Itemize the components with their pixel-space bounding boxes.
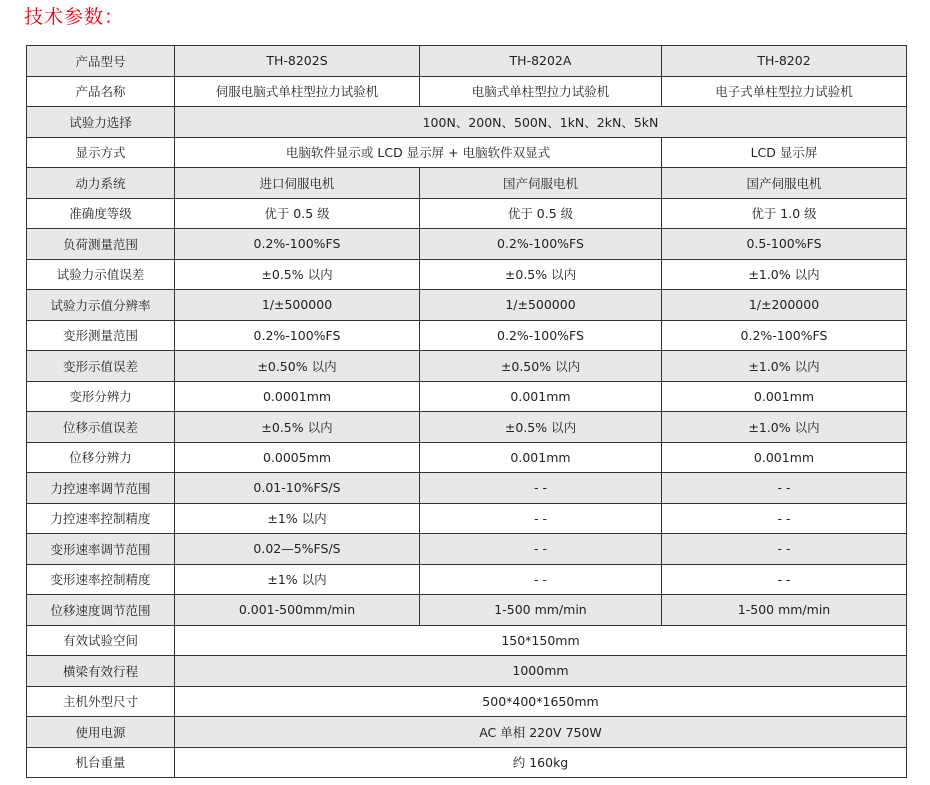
table-cell: ±1.0% 以内: [662, 351, 907, 382]
table-cell: 0.2%-100%FS: [175, 229, 420, 260]
table-cell: ±1% 以内: [175, 564, 420, 595]
table-row: [27, 503, 907, 534]
table-cell: - -: [662, 564, 907, 595]
table-row: [27, 625, 907, 656]
row-label: 变形示值误差: [27, 351, 175, 382]
table-cell: 0.2%-100%FS: [175, 320, 420, 351]
table-row: [27, 107, 907, 138]
table-cell: ±0.50% 以内: [175, 351, 420, 382]
table-row: [27, 747, 907, 778]
table-cell: 0.001mm: [420, 381, 662, 412]
table-cell: - -: [420, 534, 662, 565]
table-row: [27, 686, 907, 717]
table-row: [27, 351, 907, 382]
table-cell: 优于 0.5 级: [175, 198, 420, 229]
table-cell: ±0.5% 以内: [420, 412, 662, 443]
table-cell: 0.02—5%FS/S: [175, 534, 420, 565]
table-row: [27, 76, 907, 107]
row-label: 主机外型尺寸: [27, 686, 175, 717]
row-label: 变形速率控制精度: [27, 564, 175, 595]
table-cell: 电脑式单柱型拉力试验机: [420, 76, 662, 107]
table-cell: TH-8202: [662, 46, 907, 77]
table-cell: 0.001mm: [662, 381, 907, 412]
table-cell: TH-8202A: [420, 46, 662, 77]
table-cell: 150*150mm: [175, 625, 907, 656]
table-cell: TH-8202S: [175, 46, 420, 77]
table-cell: 国产伺服电机: [420, 168, 662, 199]
table-cell: 国产伺服电机: [662, 168, 907, 199]
table-cell: 约 160kg: [175, 747, 907, 778]
table-cell: - -: [662, 503, 907, 534]
table-row: [27, 137, 907, 168]
table-row: [27, 595, 907, 626]
table-cell: 1/±200000: [662, 290, 907, 321]
table-cell: 优于 0.5 级: [420, 198, 662, 229]
table-cell: - -: [420, 564, 662, 595]
table-cell: - -: [420, 503, 662, 534]
table-cell: ±0.5% 以内: [175, 259, 420, 290]
row-label: 位移示值误差: [27, 412, 175, 443]
table-cell: 0.2%-100%FS: [420, 229, 662, 260]
page-title: 技术参数：: [24, 6, 125, 28]
row-label: 试验力选择: [27, 107, 175, 138]
table-cell: 0.001mm: [420, 442, 662, 473]
table-cell: 0.2%-100%FS: [662, 320, 907, 351]
table-cell: 伺服电脑式单柱型拉力试验机: [175, 76, 420, 107]
table-cell: 优于 1.0 级: [662, 198, 907, 229]
row-label: 变形速率调节范围: [27, 534, 175, 565]
table-cell: 1/±500000: [175, 290, 420, 321]
row-label: 产品型号: [27, 46, 175, 77]
table-cell: 进口伺服电机: [175, 168, 420, 199]
table-cell: ±0.5% 以内: [420, 259, 662, 290]
table-row: [27, 534, 907, 565]
row-label: 力控速率调节范围: [27, 473, 175, 504]
table-cell: ±0.5% 以内: [175, 412, 420, 443]
table-row: [27, 381, 907, 412]
table-row: [27, 717, 907, 748]
row-label: 产品名称: [27, 76, 175, 107]
row-label: 横梁有效行程: [27, 656, 175, 687]
table-row: [27, 656, 907, 687]
table-cell: 100N、200N、500N、1kN、2kN、5kN: [175, 107, 907, 138]
table-cell: AC 单相 220V 750W: [175, 717, 907, 748]
table-row: [27, 442, 907, 473]
table-cell: - -: [662, 473, 907, 504]
spec-table: [26, 45, 907, 778]
table-cell: 0.2%-100%FS: [420, 320, 662, 351]
table-cell: 电子式单柱型拉力试验机: [662, 76, 907, 107]
table-cell: 1000mm: [175, 656, 907, 687]
table-cell: LCD 显示屏: [662, 137, 907, 168]
table-row: [27, 320, 907, 351]
spec-table-body: [27, 46, 907, 778]
table-row: [27, 412, 907, 443]
table-row: [27, 198, 907, 229]
row-label: 准确度等级: [27, 198, 175, 229]
table-cell: 1-500 mm/min: [420, 595, 662, 626]
row-label: 机台重量: [27, 747, 175, 778]
table-cell: 500*400*1650mm: [175, 686, 907, 717]
table-cell: 1-500 mm/min: [662, 595, 907, 626]
row-label: 试验力示值分辨率: [27, 290, 175, 321]
table-cell: ±1% 以内: [175, 503, 420, 534]
table-row: [27, 229, 907, 260]
row-label: 有效试验空间: [27, 625, 175, 656]
row-label: 使用电源: [27, 717, 175, 748]
table-row: [27, 259, 907, 290]
table-cell: 0.001-500mm/min: [175, 595, 420, 626]
row-label: 力控速率控制精度: [27, 503, 175, 534]
table-cell: ±1.0% 以内: [662, 259, 907, 290]
table-cell: 1/±500000: [420, 290, 662, 321]
row-label: 位移速度调节范围: [27, 595, 175, 626]
row-label: 动力系统: [27, 168, 175, 199]
table-cell: 0.5-100%FS: [662, 229, 907, 260]
table-row: [27, 290, 907, 321]
row-label: 位移分辨力: [27, 442, 175, 473]
table-cell: - -: [420, 473, 662, 504]
row-label: 试验力示值误差: [27, 259, 175, 290]
table-row: [27, 564, 907, 595]
table-cell: 0.0001mm: [175, 381, 420, 412]
table-cell: - -: [662, 534, 907, 565]
table-cell: 电脑软件显示或 LCD 显示屏 + 电脑软件双显式: [175, 137, 662, 168]
table-cell: ±0.50% 以内: [420, 351, 662, 382]
row-label: 负荷测量范围: [27, 229, 175, 260]
row-label: 变形分辨力: [27, 381, 175, 412]
table-cell: 0.01-10%FS/S: [175, 473, 420, 504]
table-row: [27, 473, 907, 504]
table-row: [27, 46, 907, 77]
table-cell: ±1.0% 以内: [662, 412, 907, 443]
table-cell: 0.0005mm: [175, 442, 420, 473]
table-row: [27, 168, 907, 199]
table-cell: 0.001mm: [662, 442, 907, 473]
row-label: 显示方式: [27, 137, 175, 168]
row-label: 变形测量范围: [27, 320, 175, 351]
